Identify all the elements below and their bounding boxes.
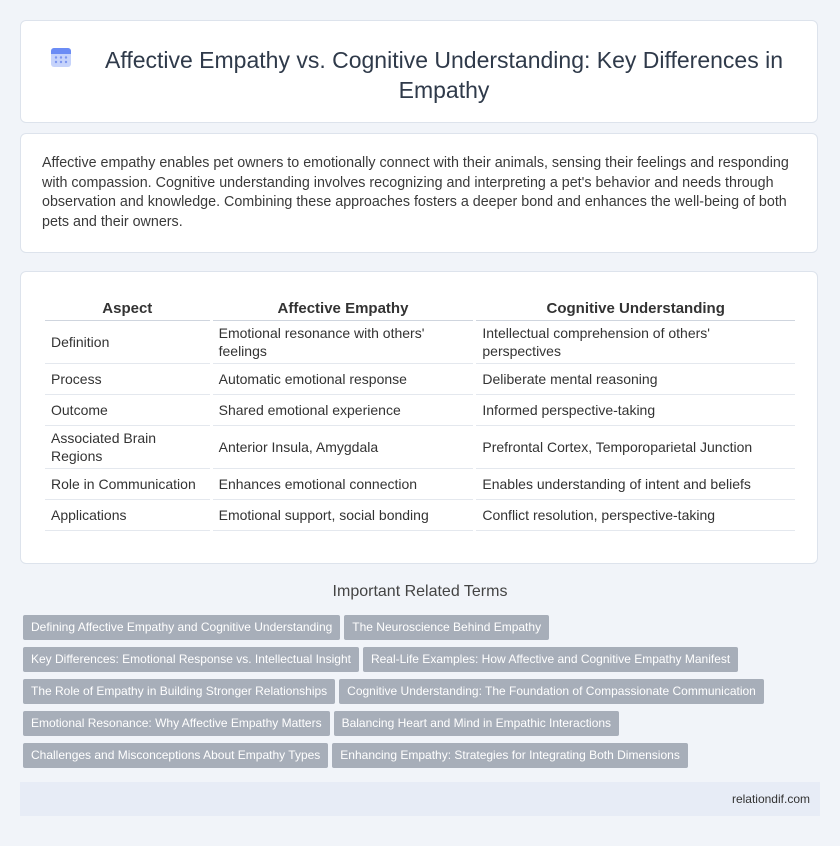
table-cell: Role in Communication [45, 469, 210, 500]
table-cell: Emotional support, social bonding [213, 500, 474, 531]
table-row [45, 500, 795, 531]
intro-card [20, 133, 818, 253]
table-cell: Associated Brain Regions [45, 426, 210, 469]
related-tag[interactable]: Cognitive Understanding: The Foundation of Compassionate Communication [339, 679, 764, 704]
footer [20, 782, 820, 816]
page-title: Affective Empathy vs. Cognitive Understanding: Key Differences in Empathy [105, 47, 783, 103]
table-cell: Informed perspective-taking [476, 395, 795, 426]
related-tag[interactable]: Defining Affective Empathy and Cognitive Understanding [23, 615, 340, 640]
related-tag[interactable]: Emotional Resonance: Why Affective Empathy Matters [23, 711, 330, 736]
related-tag[interactable]: Enhancing Empathy: Strategies for Integrating Both Dimensions [332, 743, 688, 768]
table-cell: Anterior Insula, Amygdala [213, 426, 474, 469]
footer-site-link[interactable]: relationdif.com [731, 792, 810, 806]
intro-text: Affective empathy enables pet owners to emotionally connect with their animals, sensing their feelings and responding with compassion. Cognitive understanding involves recognizing and interpreting a pet's behavior and needs through observation and knowledge. Combining these approaches fosters a deeper bond and enhances the well-being of both pets and their owners. [42, 155, 789, 230]
table-cell: Prefrontal Cortex, Temporoparietal Junction [476, 426, 795, 469]
table-cell: Automatic emotional response [213, 364, 474, 395]
table-cell: Enhances emotional connection [213, 469, 474, 500]
related-tag[interactable]: The Role of Empathy in Building Stronger Relationships [23, 679, 335, 704]
table-cell: Definition [45, 321, 210, 364]
header-cognitive: Cognitive Understanding [476, 296, 795, 321]
table-row [45, 364, 795, 395]
table-row [45, 469, 795, 500]
related-tag[interactable]: The Neuroscience Behind Empathy [344, 615, 549, 640]
related-tag[interactable]: Real-Life Examples: How Affective and Cognitive Empathy Manifest [363, 647, 738, 672]
comparison-table [42, 296, 798, 531]
header-aspect: Aspect [45, 296, 210, 321]
table-cell: Shared emotional experience [213, 395, 474, 426]
table-cell: Intellectual comprehension of others' perspectives [476, 321, 795, 364]
related-tag[interactable]: Balancing Heart and Mind in Empathic Interactions [334, 711, 619, 736]
table-row [45, 321, 795, 364]
table-cell: Applications [45, 500, 210, 531]
header-card [20, 20, 818, 123]
table-cell: Conflict resolution, perspective-taking [476, 500, 795, 531]
table-cell: Process [45, 364, 210, 395]
table-row [45, 395, 795, 426]
table-cell: Outcome [45, 395, 210, 426]
table-cell: Enables understanding of intent and beliefs [476, 469, 795, 500]
header-affective: Affective Empathy [213, 296, 474, 321]
related-tag[interactable]: Challenges and Misconceptions About Empathy Types [23, 743, 328, 768]
calendar-icon [49, 45, 73, 69]
table-cell: Deliberate mental reasoning [476, 364, 795, 395]
related-terms-list [23, 615, 823, 775]
table-row [45, 426, 795, 469]
comparison-table-card [20, 271, 818, 564]
related-tag[interactable]: Key Differences: Emotional Response vs. Intellectual Insight [23, 647, 359, 672]
related-terms-title: Important Related Terms [332, 583, 508, 600]
table-cell: Emotional resonance with others' feelings [213, 321, 474, 364]
